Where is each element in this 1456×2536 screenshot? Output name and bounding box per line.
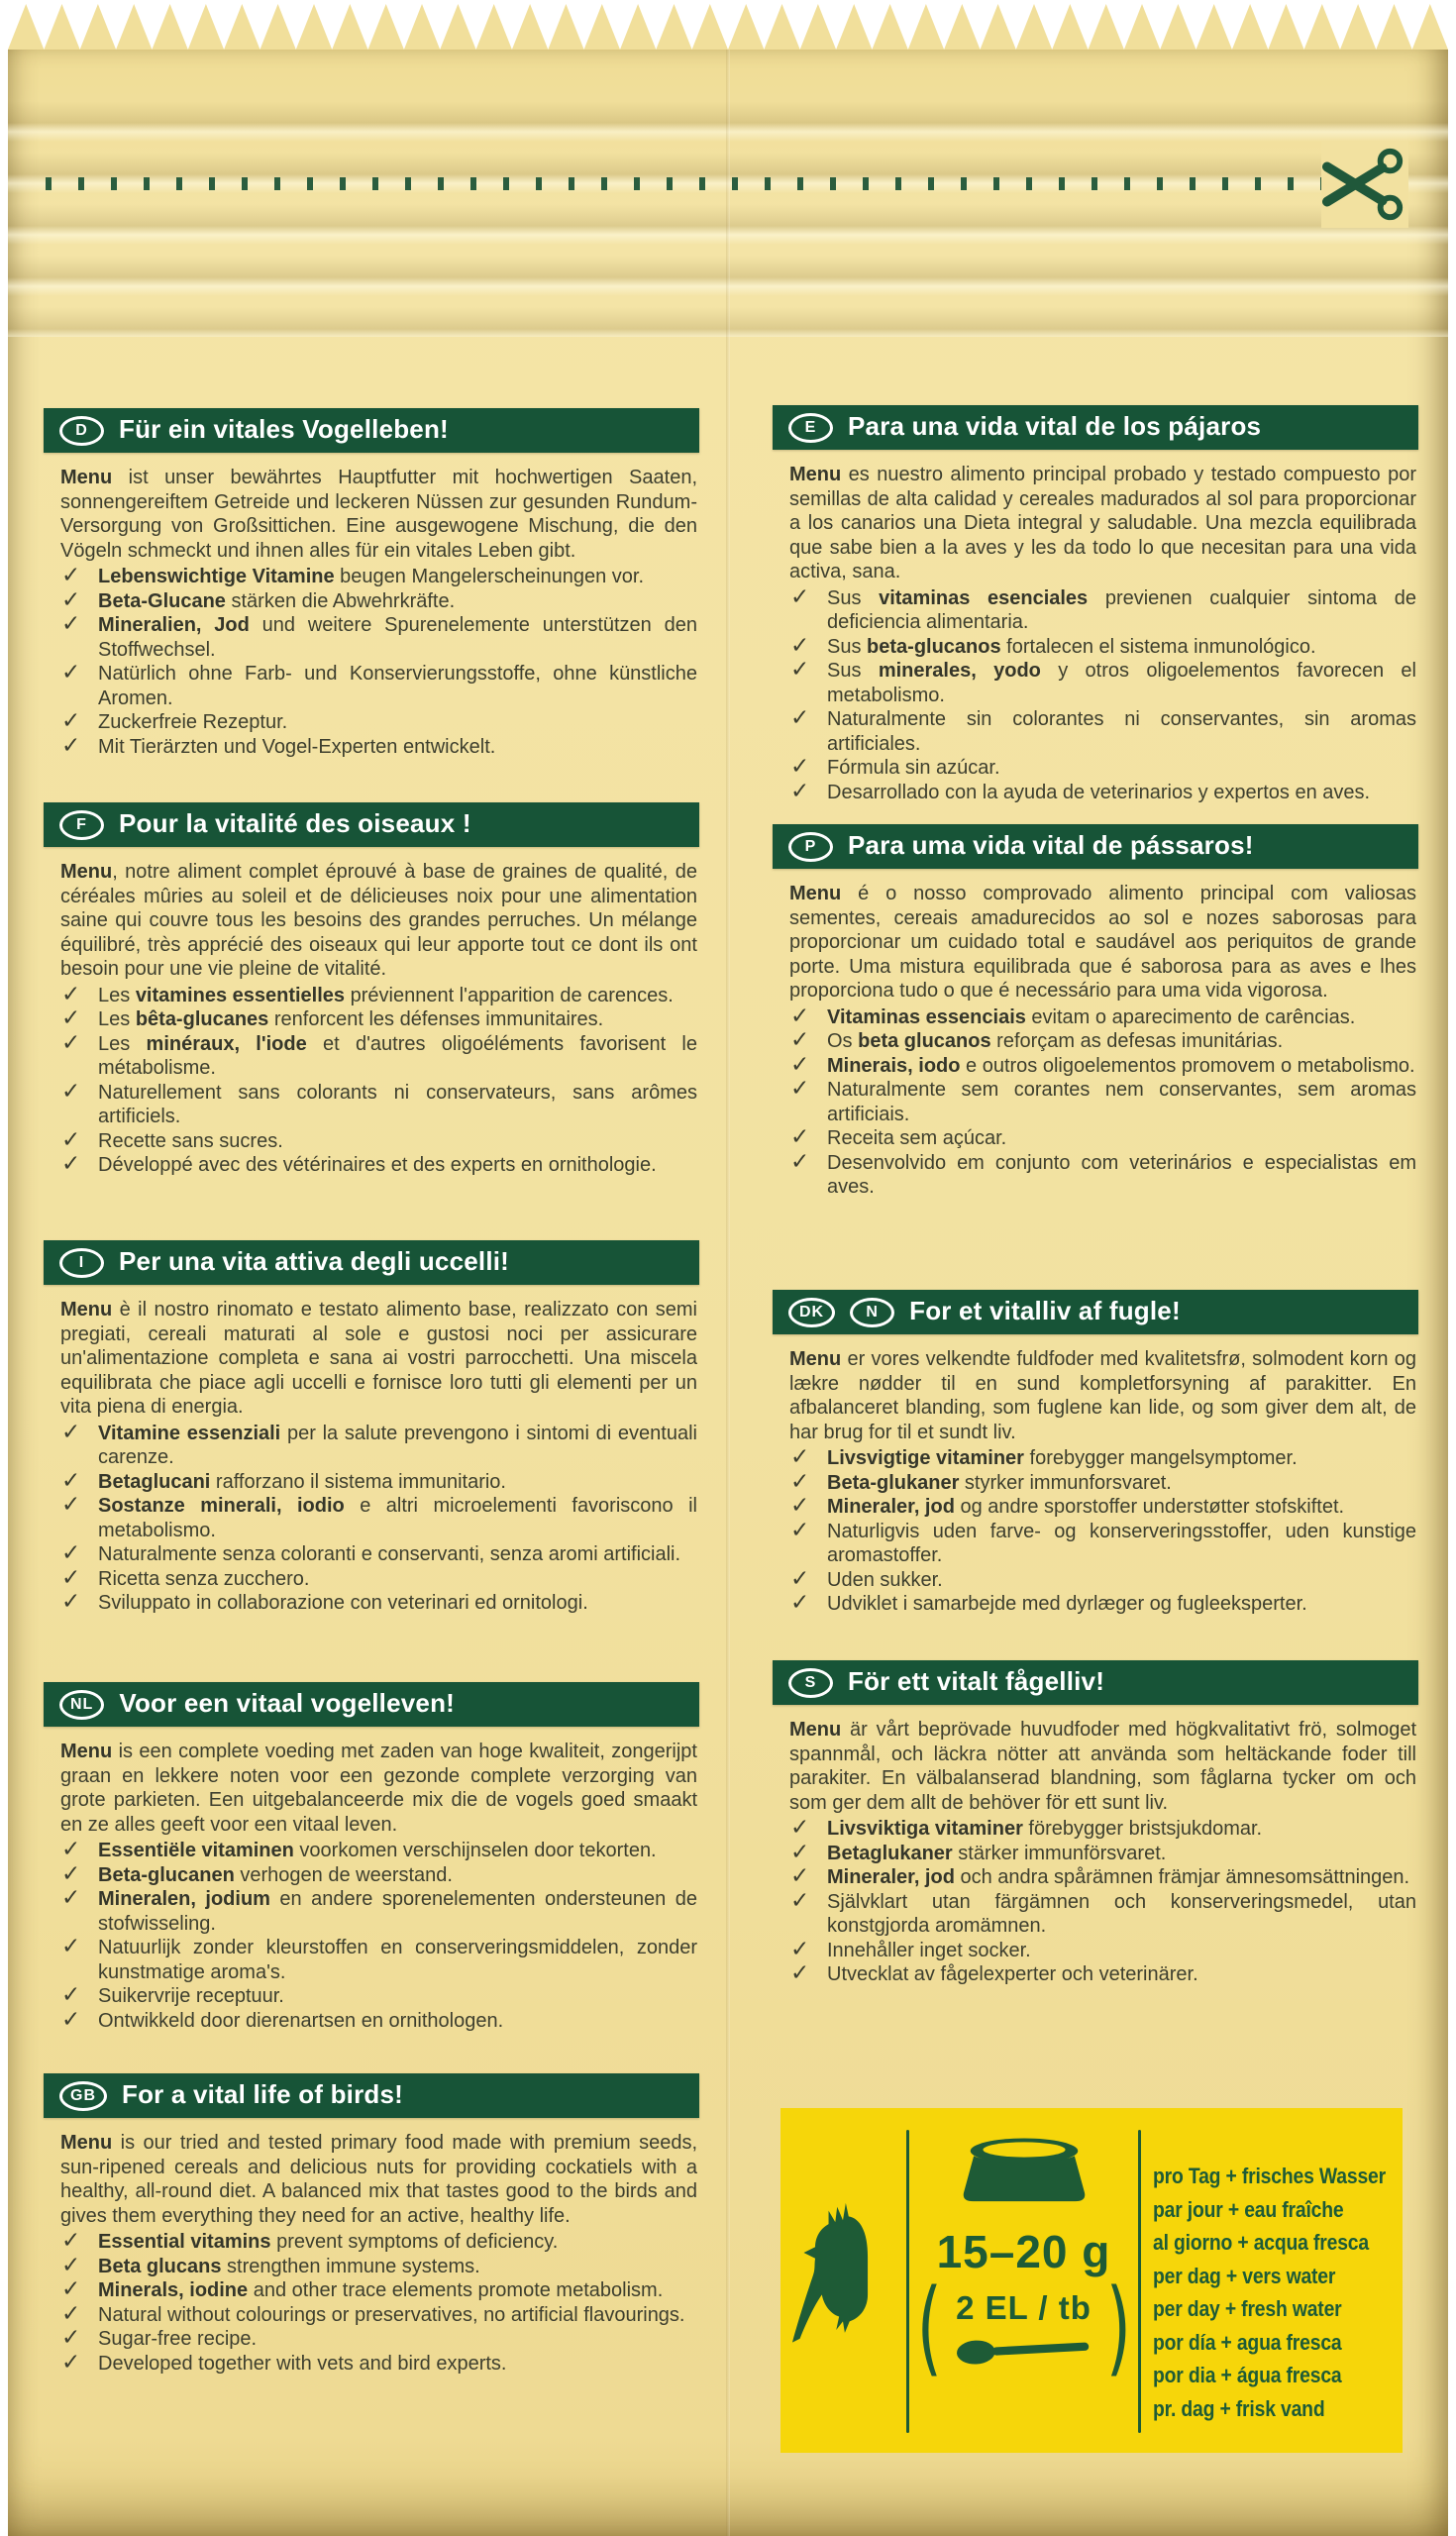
section-header-fr (44, 802, 699, 847)
bullet-text: Développé avec des vétérinaires et des experts en ornithologie. (98, 1154, 657, 1176)
bullet-text: Naturalmente sem corantes nem conservantes, sem aromas artificiais. (827, 1079, 1416, 1125)
check-icon: ✓ (61, 1859, 81, 1886)
section-header-gb (44, 2073, 699, 2118)
bullet-item (60, 1028, 697, 1081)
section-title: Para una vida vital de los pájaros (848, 410, 1262, 441)
bullet-item (60, 1884, 697, 1936)
feeding-line: per dag + vers water (1153, 2263, 1336, 2288)
check-icon: ✓ (61, 1539, 81, 1565)
bullet-item (60, 1588, 697, 1616)
section-pt (773, 824, 1418, 1200)
bullet-text: Ontwikkeld door dierenartsen en ornithologen. (98, 2009, 504, 2032)
section-header-sv (773, 1660, 1418, 1705)
bullet-item (789, 1467, 1416, 1496)
bullet-item (60, 659, 697, 710)
bullet-text: Mit Tierärzten und Vogel-Experten entwickelt. (98, 735, 496, 758)
section-fr (44, 802, 699, 1178)
check-icon: ✓ (61, 2251, 81, 2277)
intro-paragraph (789, 1347, 1416, 1444)
section-title: Voor een vitaal vogelleven! (119, 1687, 456, 1718)
feeding-amount-panel (912, 2108, 1135, 2453)
bullet-text: Essentiële vitaminen voorkomen verschijnselen door tekorten. (98, 1840, 657, 1861)
bullet-item (60, 707, 697, 735)
feeding-guide-box (780, 2108, 1403, 2453)
check-icon: ✓ (61, 1981, 81, 2007)
bullet-text: Fórmula sin azúcar. (827, 757, 1000, 779)
product-name: Menu (60, 1741, 113, 1762)
bullet-text: Sugar-free recipe. (98, 2328, 258, 2350)
bullet-item (60, 1981, 697, 2009)
bullet-item (789, 704, 1416, 756)
section-dkn (773, 1290, 1418, 1617)
section-body (773, 869, 1418, 1200)
feeding-line: al giorno + acqua fresca (1153, 2230, 1369, 2255)
check-icon: ✓ (61, 2299, 81, 2326)
check-icon: ✓ (790, 1862, 810, 1888)
intro-paragraph (60, 1740, 697, 1837)
intro-text: is our tried and tested primary food made with premium seeds, sun-ripened cereals and delicious nuts for providing cockatiels with a healthy, all-round diet. A balanced mix that tastes good to the birds and gives them everything they need for an active, healthy life. (60, 2132, 697, 2227)
check-icon: ✓ (61, 1418, 81, 1444)
intro-paragraph (789, 463, 1416, 584)
check-icon: ✓ (790, 1123, 810, 1149)
bullet-item (789, 1026, 1416, 1054)
bullet-text: Beta-Glucane stärken die Abwehrkräfte. (98, 589, 456, 612)
product-name: Menu (60, 1299, 113, 1321)
check-icon: ✓ (61, 585, 81, 612)
check-icon: ✓ (61, 2227, 81, 2253)
section-title: Para uma vida vital de pássaros! (848, 829, 1254, 860)
food-bowl-icon (949, 2136, 1099, 2213)
bullet-item (60, 1077, 697, 1129)
check-icon: ✓ (790, 1443, 810, 1469)
check-icon: ✓ (790, 1075, 810, 1101)
check-icon: ✓ (61, 1588, 81, 1614)
bullet-item (60, 1539, 697, 1567)
bullet-text: Natürlich ohne Farb- und Konservierungsstoffe, ohne künstliche Aromen. (98, 663, 697, 709)
check-icon: ✓ (790, 582, 810, 609)
check-icon: ✓ (61, 731, 81, 758)
lang-badge-nl: NL (59, 1690, 104, 1720)
bullet-item (789, 1147, 1416, 1200)
bullet-item (789, 1075, 1416, 1126)
check-icon: ✓ (790, 631, 810, 658)
check-icon: ✓ (790, 1959, 810, 1985)
check-icon: ✓ (61, 1150, 81, 1176)
section-title: Für ein vitales Vogelleben! (119, 413, 449, 444)
check-icon: ✓ (790, 1814, 810, 1840)
section-it (44, 1240, 699, 1616)
bullet-text: Recette sans sucres. (98, 1129, 283, 1152)
check-icon: ✓ (790, 1516, 810, 1542)
bullet-item (60, 2299, 697, 2328)
section-body (773, 1334, 1418, 1617)
intro-text: er vores velkendte fuldfoder med kvalitetsfrø, solmodent korn og lækre nødder til en sund kompletforsyning af parakitter. En afbalanceret blanding, som fuglene kan lide, og som giver dem alt, de har brug for til et sundt liv. (789, 1348, 1416, 1443)
check-icon: ✓ (61, 1491, 81, 1517)
check-icon: ✓ (790, 1002, 810, 1028)
check-icon: ✓ (61, 1028, 81, 1055)
spoon-icon (956, 2333, 1092, 2367)
check-icon: ✓ (61, 1125, 81, 1152)
bullet-text: Les minéraux, l'iode et d'autres oligoéléments favorisent le métabolisme. (98, 1032, 697, 1079)
section-nl (44, 1682, 699, 2033)
intro-paragraph (789, 1718, 1416, 1815)
bullet-text: Natural without colourings or preservatives, no artificial flavourings. (98, 2303, 685, 2326)
per-day-water-lines (1153, 2160, 1386, 2425)
intro-paragraph (789, 882, 1416, 1004)
parenthesis-close: ) (1105, 2267, 1131, 2387)
check-icon: ✓ (61, 2324, 81, 2350)
bullet-item (60, 1933, 697, 1984)
bullet-item (789, 1443, 1416, 1471)
check-icon: ✓ (61, 610, 81, 636)
check-icon: ✓ (61, 980, 81, 1006)
product-name: Menu (60, 2132, 113, 2154)
lang-badge-e: E (788, 413, 833, 443)
package-body (8, 50, 1448, 2536)
bullet-text: Desenvolvido em conjunto com veterinários e especialistas em aves. (827, 1151, 1416, 1198)
check-icon: ✓ (790, 1886, 810, 1913)
bullet-text: Sus minerales, yodo y otros oligoelementos favorecen el metabolismo. (827, 660, 1416, 706)
cut-here-dashed-line (46, 177, 1401, 190)
bullet-text: Innehåller inget socker. (827, 1939, 1031, 1961)
bullet-item (60, 980, 697, 1008)
package-torn-edge (8, 0, 1448, 53)
bullet-text: Zuckerfreie Rezeptur. (98, 711, 288, 733)
check-icon: ✓ (790, 1467, 810, 1494)
bullet-text: Mineraler, jod och andra spårämnen främjar ämnesomsättningen. (827, 1866, 1410, 1888)
bullet-text: Livsvigtige vitaminer forebygger mangelsymptomer. (827, 1447, 1298, 1469)
bullet-item (789, 1959, 1416, 1987)
bullet-text: Desarrollado con la ayuda de veterinarios y expertos en aves. (827, 781, 1371, 803)
bullet-text: Naturalmente senza coloranti e conservanti, senza aromi artificiali. (98, 1543, 681, 1565)
section-header-it (44, 1240, 699, 1285)
feeding-line: por dia + água fresca (1153, 2363, 1342, 2387)
parenthesis-open: ( (916, 2267, 942, 2387)
bullet-text: Essential vitamins prevent symptoms of deficiency. (98, 2231, 559, 2253)
bullet-item (789, 1516, 1416, 1568)
check-icon: ✓ (790, 1492, 810, 1518)
section-title: Pour la vitalité des oiseaux ! (119, 807, 471, 838)
check-icon: ✓ (790, 1564, 810, 1591)
bullet-text: Les vitamines essentielles préviennent l'apparition de carences. (98, 984, 674, 1006)
section-body (44, 2118, 699, 2376)
section-body (44, 847, 699, 1178)
section-title: For et vitalliv af fugle! (909, 1295, 1181, 1325)
bullet-item (789, 1123, 1416, 1151)
bullet-item (789, 1564, 1416, 1593)
bullet-text: Ricetta senza zucchero. (98, 1567, 310, 1590)
bullet-text: Mineralen, jodium en andere sporenelementen ondersteunen de stofwisseling. (98, 1888, 697, 1935)
bullet-item (789, 1002, 1416, 1030)
bullet-text: Sus vitaminas esenciales previenen cualquier sintoma de deficiencia alimentaria. (827, 586, 1416, 633)
check-icon: ✓ (790, 777, 810, 803)
bullet-text: Naturligvis uden farve- og konserveringsstoffer, uden kunstige aromastoffer. (827, 1520, 1416, 1566)
check-icon: ✓ (61, 659, 81, 685)
bullet-text: Lebenswichtige Vitamine beugen Mangelerscheinungen vor. (98, 566, 645, 587)
bullet-item (60, 2324, 697, 2352)
bullet-text: Vitamine essenziali per la salute prevengono i sintomi di eventuali carenze. (98, 1422, 697, 1468)
section-gb (44, 2073, 699, 2376)
bullet-item (789, 1935, 1416, 1963)
product-name: Menu (60, 467, 113, 488)
section-header-pt (773, 824, 1418, 869)
bullet-item (60, 585, 697, 614)
bullet-item (60, 1150, 697, 1178)
bullet-text: Sostanze minerali, iodio e altri microelementi favoriscono il metabolismo. (98, 1495, 697, 1541)
scissors-icon (1321, 141, 1408, 228)
bullet-item (789, 1886, 1416, 1939)
bullet-item (60, 2251, 697, 2279)
intro-text: is een complete voeding met zaden van hoge kwaliteit, zongerijpt graan en lekkere noten voor een gezonde complete verzorging van grote parkieten. Een uitgebalanceerde mix die de vogels goed smaakt en ze alles geeft voor een vitaal leven. (60, 1741, 697, 1836)
section-body (44, 453, 699, 759)
bullet-text: Udviklet i samarbejde med dyrlæger og fugleeksperter. (827, 1593, 1307, 1615)
section-body (773, 450, 1418, 804)
bullet-item (60, 562, 697, 589)
section-header-de (44, 408, 699, 453)
bullet-text: Suikervrije receptuur. (98, 1985, 284, 2007)
lang-badge-s: S (788, 1668, 833, 1698)
bullet-item (60, 1836, 697, 1863)
bullet-text: Minerals, iodine and other trace elements promote metabolism. (98, 2279, 664, 2301)
check-icon: ✓ (61, 1004, 81, 1030)
check-icon: ✓ (61, 1563, 81, 1590)
lang-badge-gb: GB (59, 2081, 107, 2111)
check-icon: ✓ (61, 2005, 81, 2032)
feedbox-divider (1138, 2130, 1141, 2433)
bullet-text: Sus beta-glucanos fortalecen el sistema inmunológico. (827, 635, 1316, 658)
section-title: Per una vita attiva degli uccelli! (119, 1245, 510, 1276)
check-icon: ✓ (790, 1589, 810, 1615)
check-icon: ✓ (790, 753, 810, 779)
section-de (44, 408, 699, 759)
check-icon: ✓ (61, 2275, 81, 2301)
intro-paragraph (60, 466, 697, 563)
check-icon: ✓ (61, 2348, 81, 2375)
feeding-line: pro Tag + frisches Wasser (1153, 2164, 1387, 2188)
intro-paragraph (60, 1298, 697, 1420)
intro-paragraph (60, 2131, 697, 2228)
check-icon: ✓ (61, 1077, 81, 1104)
bullet-item (789, 1050, 1416, 1079)
bullet-item (789, 1814, 1416, 1842)
check-icon: ✓ (790, 1147, 810, 1174)
check-icon: ✓ (61, 1466, 81, 1493)
bullet-item (789, 656, 1416, 707)
bullet-text: Beta glucans strengthen immune systems. (98, 2255, 480, 2277)
intro-text: es nuestro alimento principal probado y testado compuesto por semillas de alta calidad y cereales madurados al sol para proporcionar a los canarios una Dieta integral y saludable. Una mezcla equilibrada que sabe bien a la aves y les da todo lo que necesitan para una vida activa, sana. (789, 464, 1416, 582)
product-name: Menu (789, 1348, 842, 1370)
bullet-text: Uden sukker. (827, 1568, 943, 1591)
bullet-item (60, 731, 697, 760)
bullet-item (60, 1491, 697, 1542)
bullet-item (789, 1862, 1416, 1890)
product-name: Menu (60, 861, 113, 883)
bullet-text: Livsviktiga vitaminer förebygger bristsjukdomar. (827, 1818, 1263, 1840)
bullet-text: Les bêta-glucanes renforcent les défenses immunitaires. (98, 1008, 604, 1030)
section-title: För ett vitalt fågelliv! (848, 1665, 1105, 1696)
section-title: For a vital life of birds! (122, 2078, 404, 2109)
bullet-text: Betaglukaner stärker immunförsvaret. (827, 1842, 1167, 1864)
bullet-item (789, 1492, 1416, 1520)
spoon-amount: 2 EL / tb (956, 2288, 1092, 2326)
check-icon: ✓ (61, 1836, 81, 1861)
lang-badge-i: I (59, 1248, 104, 1278)
bullet-item (60, 1004, 697, 1032)
check-icon: ✓ (61, 1884, 81, 1910)
section-body (44, 1285, 699, 1616)
bullet-item (789, 1838, 1416, 1866)
lang-badge-n: N (850, 1298, 894, 1327)
bullet-item (60, 1563, 697, 1592)
bullet-text: Beta-glukaner styrker immunforsvaret. (827, 1471, 1172, 1494)
bullet-item (789, 753, 1416, 781)
bullet-text: Betaglucani rafforzano il sistema immunitario. (98, 1470, 506, 1493)
check-icon: ✓ (790, 1050, 810, 1077)
lang-badge-f: F (59, 810, 104, 840)
feeding-line: pr. dag + frisk vand (1153, 2395, 1325, 2421)
bullet-item (789, 777, 1416, 805)
section-es (773, 405, 1418, 804)
bullet-item (60, 2227, 697, 2255)
intro-text: ist unser bewährtes Hauptfutter mit hochwertigen Saaten, sonnengereiftem Getreide und leckeren Nüssen zur gesunden Rundum-Versorgung von Großsittichen. Eine ausgewogene Mischung, die den Vögeln schmeckt und ihnen alles für ein vitales Leben gibt. (60, 467, 697, 562)
bullet-item (789, 1589, 1416, 1617)
lang-badge-dk: DK (788, 1298, 835, 1327)
feeding-line: por día + agua fresca (1153, 2329, 1342, 2355)
check-icon: ✓ (790, 656, 810, 682)
bullet-item (60, 1466, 697, 1495)
check-icon: ✓ (61, 562, 81, 587)
bullet-item (60, 1125, 697, 1154)
bullet-text: Sviluppato in collaborazione con veterinari ed ornitologi. (98, 1592, 588, 1614)
check-icon: ✓ (790, 1935, 810, 1961)
check-icon: ✓ (61, 707, 81, 733)
bullet-text: Mineraler, jod og andre sporstoffer understøtter stofskiftet. (827, 1496, 1345, 1518)
bullet-item (60, 1418, 697, 1470)
bullet-text: Mineralien, Jod und weitere Spurenelemente unterstützen den Stoffwechsel. (98, 614, 697, 661)
bullet-item (60, 2005, 697, 2034)
bullet-item (60, 2275, 697, 2303)
cockatiel-silhouette-icon (790, 2191, 895, 2366)
lang-badge-d: D (59, 416, 104, 446)
check-icon: ✓ (61, 1933, 81, 1958)
section-header-dkn (773, 1290, 1418, 1334)
product-name: Menu (789, 464, 842, 485)
intro-text: è il nostro rinomato e testato alimento base, realizzato con semi pregiati, cereali maturati al sole e gustosi noci per assicurare un'alimentazione completa e sana ai vostri parrocchetti. Una miscela equilibrata che piace agli uccelli e fornisce loro tutti gli elementi per un vita piena di energia. (60, 1299, 697, 1418)
section-body (44, 1727, 699, 2033)
bullet-text: Minerais, iodo e outros oligoelementos promovem o metabolismo. (827, 1054, 1415, 1077)
feeding-line: per day + fresh water (1153, 2296, 1342, 2321)
intro-text: , notre aliment complet éprouvé à base de graines de qualité, de céréales mûries au soleil et de délicieuses noix pour une alimentation saine qui couvre tous les besoins des grandes perruches. Un mélange équilibré, très apprécié des oiseaux qui leur apporte tout ce dont ils ont besoin pour une vie pleine de vitalité. (60, 861, 697, 980)
bullet-text: Os beta glucanos reforçam as defesas imunitárias. (827, 1030, 1284, 1052)
intro-text: é o nosso comprovado alimento principal com valiosas sementes, cereais amadurecidos ao sol e nozes saborosas para proporcionar um cuidado total e saudável aos periquitos de grande porte. Uma mistura equilibrada que é saborosa para as aves e lhes proporciona tudo o que é necessário para uma vida vigorosa. (789, 883, 1416, 1002)
section-body (773, 1705, 1418, 1987)
bullet-text: Vitaminas essenciais evitam o aparecimento de carências. (827, 1005, 1356, 1028)
bullet-text: Självklart utan färgämnen och konserveringsmedel, utan konstgjorda aromämnen. (827, 1890, 1416, 1937)
section-header-nl (44, 1682, 699, 1727)
bullet-item (60, 2348, 697, 2377)
bullet-text: Utvecklat av fågelexperter och veterinärer. (827, 1963, 1198, 1985)
intro-text: är vårt beprövade huvudfoder med högkvalitativt frö, solmoget spannmål, och läckra nötter att använda som heltäckande foder till parakiter. En välbalanserad blandning, som fåglarna tycker om och som ger dem allt de behöver för ett sunt liv. (789, 1719, 1416, 1814)
product-name: Menu (789, 1719, 842, 1741)
bullet-text: Naturalmente sin colorantes ni conservantes, sin aromas artificiales. (827, 708, 1416, 755)
bullet-text: Developed together with vets and bird experts. (98, 2352, 507, 2375)
center-seam (726, 50, 730, 2536)
bullet-item (60, 1859, 697, 1888)
product-name: Menu (789, 883, 842, 904)
section-header-es (773, 405, 1418, 450)
check-icon: ✓ (790, 704, 810, 730)
daily-amount: 15–20 g (936, 2226, 1111, 2277)
bullet-text: Beta-glucanen verhogen de weerstand. (98, 1863, 453, 1886)
check-icon: ✓ (790, 1026, 810, 1052)
bullet-item (789, 631, 1416, 660)
check-icon: ✓ (790, 1838, 810, 1864)
bullet-text: Receita sem açúcar. (827, 1127, 1007, 1149)
bullet-text: Natuurlijk zonder kleurstoffen en conserveringsmiddelen, zonder kunstmatige aroma's. (98, 1937, 697, 1983)
bullet-item (60, 610, 697, 662)
feeding-line: par jour + eau fraîche (1153, 2196, 1344, 2222)
section-sv (773, 1660, 1418, 1987)
lang-badge-p: P (788, 832, 833, 862)
intro-paragraph (60, 860, 697, 982)
bullet-text: Naturellement sans colorants ni conservateurs, sans arômes artificiels. (98, 1081, 697, 1127)
bullet-item (789, 582, 1416, 635)
